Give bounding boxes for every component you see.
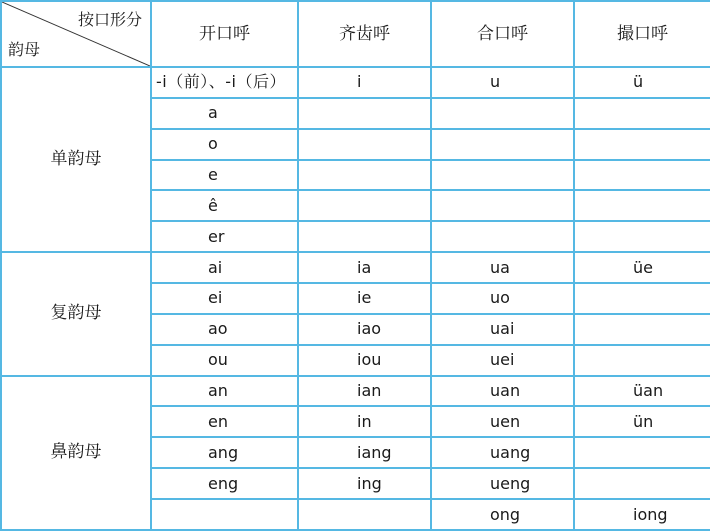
cell-hekou: ua xyxy=(431,252,574,283)
cell-hekou: uan xyxy=(431,376,574,407)
cell-cuokou xyxy=(574,283,710,314)
cell-qichi xyxy=(298,98,431,129)
column-header-hekou: 合口呼 xyxy=(431,1,574,67)
cell-cuokou xyxy=(574,221,710,252)
cell-qichi: ie xyxy=(298,283,431,314)
column-header-kaikou: 开口呼 xyxy=(151,1,298,67)
cell-qichi: ian xyxy=(298,376,431,407)
cell-qichi: ia xyxy=(298,252,431,283)
cell-hekou: ueng xyxy=(431,468,574,499)
column-header-cuokou: 撮口呼 xyxy=(574,1,710,67)
cell-hekou: uei xyxy=(431,345,574,376)
cell-kaikou: ang xyxy=(151,437,298,468)
cell-qichi xyxy=(298,499,431,530)
cell-hekou: uen xyxy=(431,406,574,437)
cell-hekou xyxy=(431,221,574,252)
cell-kaikou: a xyxy=(151,98,298,129)
cell-kaikou: ao xyxy=(151,314,298,345)
cell-cuokou: iong xyxy=(574,499,710,530)
cell-kaikou: o xyxy=(151,129,298,160)
cell-qichi: i xyxy=(298,67,431,98)
cell-hekou: uang xyxy=(431,437,574,468)
cell-cuokou xyxy=(574,129,710,160)
cell-qichi xyxy=(298,129,431,160)
cell-kaikou: ai xyxy=(151,252,298,283)
cell-cuokou xyxy=(574,437,710,468)
table-row xyxy=(1,67,710,98)
cell-qichi: iang xyxy=(298,437,431,468)
cell-cuokou: üe xyxy=(574,252,710,283)
cell-qichi: ing xyxy=(298,468,431,499)
corner-label-bottom: 韵母 xyxy=(8,40,41,59)
header-row xyxy=(1,1,710,67)
cell-kaikou: en xyxy=(151,406,298,437)
cell-hekou xyxy=(431,190,574,221)
group-label: 单韵母 xyxy=(1,67,151,252)
cell-qichi xyxy=(298,190,431,221)
group-label: 鼻韵母 xyxy=(1,376,151,530)
cell-cuokou xyxy=(574,98,710,129)
table-row xyxy=(1,252,710,283)
cell-hekou: uai xyxy=(431,314,574,345)
cell-hekou: u xyxy=(431,67,574,98)
cell-cuokou: üan xyxy=(574,376,710,407)
cell-kaikou: ei xyxy=(151,283,298,314)
cell-cuokou xyxy=(574,190,710,221)
cell-qichi xyxy=(298,160,431,191)
cell-cuokou: ün xyxy=(574,406,710,437)
cell-qichi: iao xyxy=(298,314,431,345)
cell-kaikou: e xyxy=(151,160,298,191)
cell-kaikou: eng xyxy=(151,468,298,499)
cell-hekou: uo xyxy=(431,283,574,314)
group-label: 复韵母 xyxy=(1,252,151,375)
cell-kaikou: er xyxy=(151,221,298,252)
corner-header-cell xyxy=(1,1,151,67)
cell-cuokou xyxy=(574,468,710,499)
cell-kaikou: ou xyxy=(151,345,298,376)
column-header-qichi: 齐齿呼 xyxy=(298,1,431,67)
cell-cuokou xyxy=(574,345,710,376)
cell-hekou xyxy=(431,129,574,160)
cell-qichi: iou xyxy=(298,345,431,376)
cell-kaikou: an xyxy=(151,376,298,407)
table-row xyxy=(1,376,710,407)
cell-cuokou xyxy=(574,314,710,345)
cell-hekou xyxy=(431,160,574,191)
cell-kaikou xyxy=(151,499,298,530)
corner-label-top: 按口形分 xyxy=(77,10,142,29)
table-body xyxy=(1,67,710,530)
cell-kaikou: ê xyxy=(151,190,298,221)
cell-kaikou: -i（前）、-i（后） xyxy=(151,67,298,98)
cell-qichi: in xyxy=(298,406,431,437)
cell-qichi xyxy=(298,221,431,252)
cell-cuokou xyxy=(574,160,710,191)
cell-hekou xyxy=(431,98,574,129)
cell-hekou: ong xyxy=(431,499,574,530)
cell-cuokou: ü xyxy=(574,67,710,98)
